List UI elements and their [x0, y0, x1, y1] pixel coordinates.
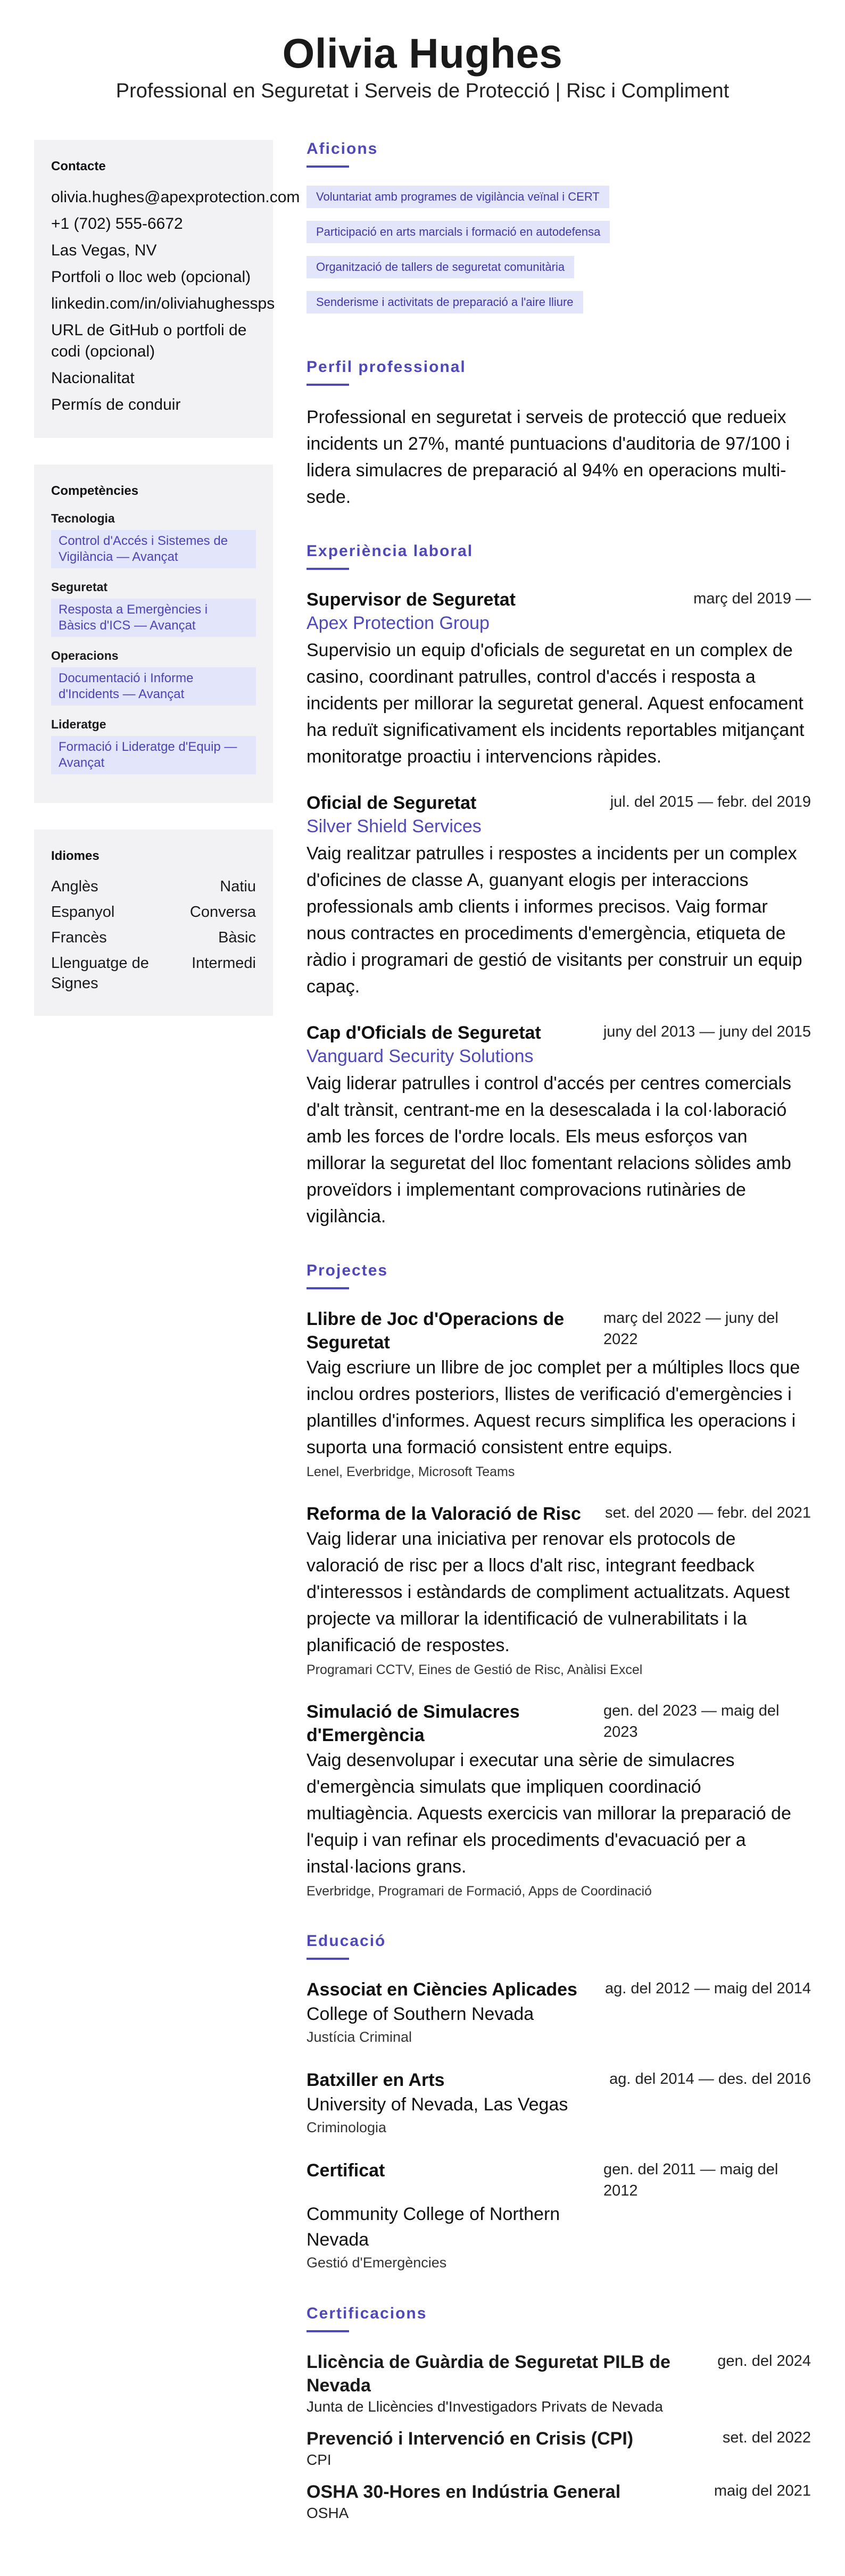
- entry-header: [306, 1700, 811, 1747]
- field-of-study: Justícia Criminal: [306, 2028, 412, 2045]
- project-entry: [306, 1700, 811, 1900]
- section-divider: [306, 1287, 349, 1289]
- contact-email[interactable]: olivia.hughes@apexprotection.com: [51, 188, 300, 206]
- section-title: Experiència laboral: [306, 542, 474, 560]
- contact-portfolio[interactable]: Portfoli o lloc web (opcional): [51, 268, 251, 286]
- language-row: [51, 953, 256, 993]
- experience-entry: [306, 588, 811, 770]
- job-dates: juny del 2013 — juny del 2015: [603, 1023, 811, 1040]
- skill-category: Tecnologia: [51, 511, 115, 525]
- field-of-study: Gestió d'Emergències: [306, 2254, 447, 2271]
- languages-heading: Idiomes: [51, 848, 100, 863]
- certification-issuer: CPI: [306, 2451, 332, 2468]
- entry-header: [306, 1502, 811, 1526]
- profile-summary: Professional en seguretat i serveis de protecció que redueix incidents un 27%, manté puntuacions d'auditoria de 97/100 i lidera simulacres de preparació al 94% en operacions multi-sede.: [306, 407, 790, 507]
- entry-header: [306, 1307, 811, 1354]
- skill-chip: Formació i Lideratge d'Equip — Avançat: [51, 736, 256, 774]
- section-title: Perfil professional: [306, 358, 466, 376]
- languages-box: [34, 830, 273, 1016]
- project-dates: set. del 2020 — febr. del 2021: [605, 1504, 811, 1521]
- experience-section: [306, 542, 811, 1230]
- language-name: Francès: [51, 929, 107, 946]
- school-name: University of Nevada, Las Vegas: [306, 2094, 568, 2115]
- certifications-section: [306, 2305, 811, 2523]
- entry-header: [306, 2068, 811, 2092]
- employer: Vanguard Security Solutions: [306, 1046, 534, 1066]
- hobby-list: [306, 186, 811, 326]
- experience-entry: [306, 1021, 811, 1230]
- projects-section: [306, 1262, 811, 1900]
- certification-date: set. del 2022: [722, 2429, 811, 2446]
- section-title: Projectes: [306, 1261, 388, 1279]
- section-title: Educació: [306, 1932, 386, 1950]
- project-dates: març del 2022 — juny del 2022: [603, 1309, 778, 1348]
- job-dates: jul. del 2015 — febr. del 2019: [610, 793, 811, 810]
- certification-entry: [306, 2480, 811, 2523]
- employer: Apex Protection Group: [306, 612, 490, 633]
- candidate-name: Olivia Hughes: [282, 30, 563, 77]
- school-name: Community College of Northern Nevada: [306, 2204, 560, 2250]
- employer: Silver Shield Services: [306, 816, 482, 836]
- entry-header: [306, 791, 811, 815]
- education-dates: ag. del 2012 — maig del 2014: [605, 1979, 811, 1997]
- project-tools: Lenel, Everbridge, Microsoft Teams: [306, 1464, 515, 1479]
- education-section: [306, 1932, 811, 2273]
- project-description: Vaig liderar una iniciativa per renovar els protocols de valoració de risc per a llocs d'alt risc, integrant feedback d'interessos i estàndards de compliment actualitzats. Aquest projecte va millorar la identificació de vulnerabilitats i la planificació de respostes.: [306, 1528, 790, 1655]
- contact-location: Las Vegas, NV: [51, 241, 157, 259]
- language-row: [51, 902, 256, 922]
- education-dates: gen. del 2011 — maig del 2012: [603, 2160, 778, 2199]
- school-name: College of Southern Nevada: [306, 2003, 534, 2024]
- certification-title: Prevenció i Intervenció en Crisis (CPI): [306, 2428, 634, 2449]
- project-description: Vaig desenvolupar i executar una sèrie de simulacres d'emergència simulats que impliquen coordinació multiagència. Aquests exercicis van millorar la preparació de l'equip i van refinar els procediments d'evacuació per a instal·lacions grans.: [306, 1750, 791, 1877]
- entry-header: [306, 2427, 811, 2450]
- language-level: Conversa: [189, 903, 256, 921]
- education-entry: [306, 2159, 811, 2273]
- degree-title: Certificat: [306, 2160, 385, 2181]
- contact-box: [34, 140, 300, 438]
- skills-heading: Competències: [51, 483, 139, 498]
- resume-header: [34, 32, 811, 103]
- entry-header: [306, 2350, 811, 2397]
- contact-nationality: Nacionalitat: [51, 369, 135, 387]
- degree-title: Associat en Ciències Aplicades: [306, 1979, 577, 2000]
- language-row: [51, 876, 256, 897]
- entry-header: [306, 588, 811, 611]
- entry-header: [306, 2159, 811, 2201]
- section-divider: [306, 568, 349, 570]
- job-description: Supervisio un equip d'oficials de seguretat en un complex de casino, coordinant patrulles, control d'accés i resposta a incidents per millorar la seguretat general. Aquest enfocament ha reduït significativament els incidents reportables mitjançant monitoratge proactiu i intervencions ràpides.: [306, 640, 805, 767]
- certification-title: Llicència de Guàrdia de Seguretat PILB de Nevada: [306, 2351, 670, 2396]
- skill-category: Seguretat: [51, 579, 108, 594]
- hobby-chip: Organització de tallers de seguretat comunitària: [306, 256, 574, 278]
- certification-entry: [306, 2350, 811, 2416]
- profile-section: [306, 358, 811, 510]
- certification-entry: [306, 2427, 811, 2470]
- section-title: Certificacions: [306, 2304, 427, 2322]
- skill-chip: Documentació i Informe d'Incidents — Avançat: [51, 667, 256, 706]
- field-of-study: Criminologia: [306, 2119, 387, 2135]
- contact-phone[interactable]: +1 (702) 555-6672: [51, 214, 183, 233]
- education-entry: [306, 2068, 811, 2138]
- skill-category: Lideratge: [51, 717, 106, 731]
- language-name: Llenguatge de Signes: [51, 954, 149, 992]
- language-level: Natiu: [220, 877, 256, 895]
- hobbies-section: [306, 140, 811, 326]
- section-divider: [306, 384, 349, 386]
- hobby-chip: Voluntariat amb programes de vigilància veïnal i CERT: [306, 186, 609, 208]
- language-row: [51, 927, 256, 948]
- job-description: Vaig realitzar patrulles i respostes a incidents per un complex d'oficines de classe A, guanyant elogis per interaccions professionals amb clients i informes precisos. Vaig formar nous contractes en procediments d'emergència, etiqueta de ràdio i programari de gestió de visitants per construir un equip capaç.: [306, 843, 802, 997]
- job-description: Vaig liderar patrulles i control d'accés per centres comercials d'alt trànsit, centrant-me en la desescalada i la col·laboració amb les forces de l'ordre locals. Els meus esforços van millorar la seguretat del lloc fomentant relacions sòlides amb proveïdors i implementant comprovacions rutinàries de vigilància.: [306, 1073, 792, 1227]
- project-dates: gen. del 2023 — maig del 2023: [603, 1702, 780, 1741]
- contact-linkedin[interactable]: linkedin.com/in/oliviahughessps: [51, 294, 275, 312]
- contact-driving-license: Permís de conduir: [51, 395, 181, 413]
- language-level: Intermedi: [192, 954, 256, 972]
- certification-issuer: OSHA: [306, 2504, 349, 2521]
- skill-category: Operacions: [51, 648, 119, 662]
- project-entry: [306, 1307, 811, 1481]
- resume-layout: [34, 140, 811, 2555]
- skill-chip: Resposta a Emergències i Bàsics d'ICS — Avançat: [51, 599, 256, 637]
- education-entry: [306, 1978, 811, 2047]
- experience-entry: [306, 791, 811, 1000]
- entry-header: [306, 2480, 811, 2504]
- project-tools: Everbridge, Programari de Formació, Apps de Coordinació: [306, 1883, 652, 1899]
- language-name: Anglès: [51, 877, 98, 895]
- job-title: Supervisor de Seguretat: [306, 589, 516, 610]
- project-tools: Programari CCTV, Eines de Gestió de Risc, Anàlisi Excel: [306, 1662, 643, 1677]
- contact-github[interactable]: URL de GitHub o portfoli de codi (opcional): [51, 321, 247, 360]
- project-title: Reforma de la Valoració de Risc: [306, 1503, 581, 1524]
- certification-date: maig del 2021: [714, 2482, 811, 2499]
- entry-header: [306, 1021, 811, 1045]
- degree-title: Batxiller en Arts: [306, 2069, 445, 2090]
- job-title: Cap d'Oficials de Seguretat: [306, 1022, 541, 1043]
- section-divider: [306, 1958, 349, 1960]
- project-description: Vaig escriure un llibre de joc complet per a múltiples llocs que inclou ordres posteriors, llistes de verificació d'emergències i plantilles d'informes. Aquest recurs simplifica les operacions i suporta una formació consistent entre equips.: [306, 1357, 800, 1457]
- section-divider: [306, 2330, 349, 2332]
- certification-issuer: Junta de Llicències d'Investigadors Privats de Nevada: [306, 2398, 663, 2415]
- skills-box: [34, 465, 273, 803]
- project-title: Simulació de Simulacres d'Emergència: [306, 1701, 520, 1745]
- hobby-chip: Senderisme i activitats de preparació a l'aire lliure: [306, 291, 583, 313]
- contact-heading: Contacte: [51, 159, 106, 173]
- section-divider: [306, 165, 349, 168]
- entry-header: [306, 1978, 811, 2001]
- section-title: Aficions: [306, 139, 378, 158]
- certification-title: OSHA 30-Hores en Indústria General: [306, 2481, 621, 2502]
- project-entry: [306, 1502, 811, 1679]
- job-title: Oficial de Seguretat: [306, 792, 477, 813]
- education-dates: ag. del 2014 — des. del 2016: [609, 2070, 811, 2088]
- certification-date: gen. del 2024: [717, 2352, 811, 2370]
- skill-chip: Control d'Accés i Sistemes de Vigilància — Avançat: [51, 530, 256, 568]
- hobby-chip: Participació en arts marcials i formació en autodefensa: [306, 221, 610, 243]
- project-title: Llibre de Joc d'Operacions de Seguretat: [306, 1308, 565, 1353]
- candidate-title: Professional en Seguretat i Serveis de Protecció | Risc i Compliment: [115, 79, 730, 102]
- language-name: Espanyol: [51, 903, 115, 921]
- main-column: [306, 140, 811, 2555]
- language-level: Bàsic: [218, 929, 256, 946]
- job-dates: març del 2019 —: [693, 590, 811, 607]
- sidebar: [34, 140, 300, 1042]
